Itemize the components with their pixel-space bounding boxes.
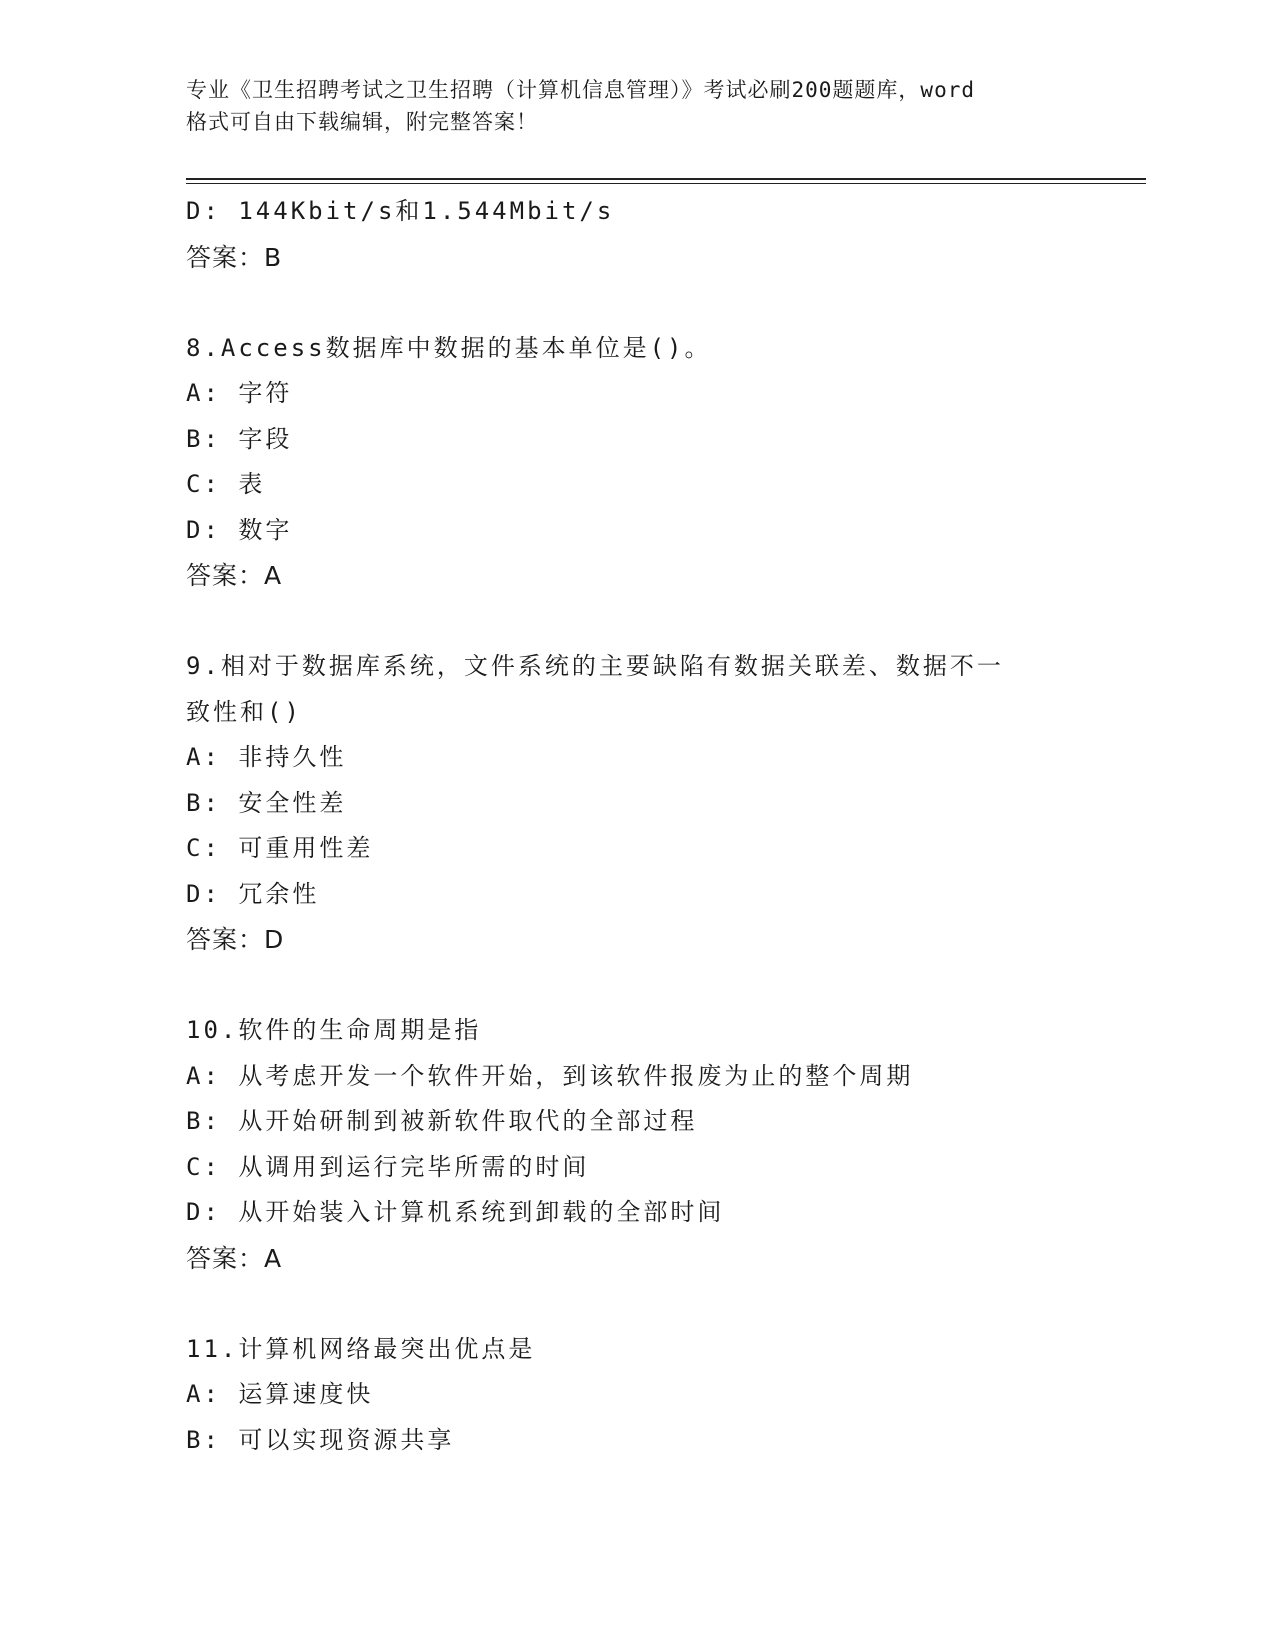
option-c: C: 表: [186, 470, 266, 498]
document-header: [186, 74, 1086, 138]
question-8: [186, 326, 1146, 599]
answer: 答案：A: [186, 1243, 283, 1273]
option-b: B: 从开始研制到被新软件取代的全部过程: [186, 1107, 698, 1135]
question-stem-line-1: 9.相对于数据库系统，文件系统的主要缺陷有数据关联差、数据不一: [186, 652, 1004, 680]
header-divider: [186, 178, 1146, 184]
answer: 答案：A: [186, 561, 283, 590]
option-b: B: 可以实现资源共享: [186, 1425, 455, 1454]
option-a: A: 从考虑开发一个软件开始，到该软件报废为止的整个周期: [186, 1061, 914, 1090]
prev-answer: 答案：B: [186, 242, 283, 272]
option-b: B: 字段: [186, 424, 293, 453]
option-b: B: 安全性差: [186, 788, 347, 817]
question-10: [186, 1008, 1146, 1281]
option-a: A: 字符: [186, 379, 293, 407]
option-c: C: 可重用性差: [186, 834, 374, 862]
prev-option-d: D: 144Kbit/s和1.544Mbit/s: [186, 197, 615, 225]
option-a: A: 运算速度快: [186, 1380, 374, 1408]
question-stem: 11.计算机网络最突出优点是: [186, 1334, 536, 1363]
question-stem: 10.软件的生命周期是指: [186, 1016, 482, 1044]
question-stem-line-2: 致性和(): [186, 697, 302, 726]
header-line-1: 专业《卫生招聘考试之卫生招聘（计算机信息管理）》考试必刷200题题库，word: [186, 78, 975, 102]
option-a: A: 非持久性: [186, 743, 347, 771]
option-c: C: 从调用到运行完毕所需的时间: [186, 1152, 590, 1181]
answer: 答案：D: [186, 925, 285, 954]
question-list: [186, 189, 1146, 1463]
question-11: [186, 1327, 1146, 1464]
question-9: [186, 644, 1146, 963]
option-d: D: 从开始装入计算机系统到卸载的全部时间: [186, 1198, 725, 1226]
option-d: D: 冗余性: [186, 879, 320, 908]
header-line-2: 格式可自由下载编辑，附完整答案！: [186, 110, 538, 134]
option-d: D: 数字: [186, 515, 293, 544]
question-stem: 8.Access数据库中数据的基本单位是()。: [186, 333, 712, 362]
